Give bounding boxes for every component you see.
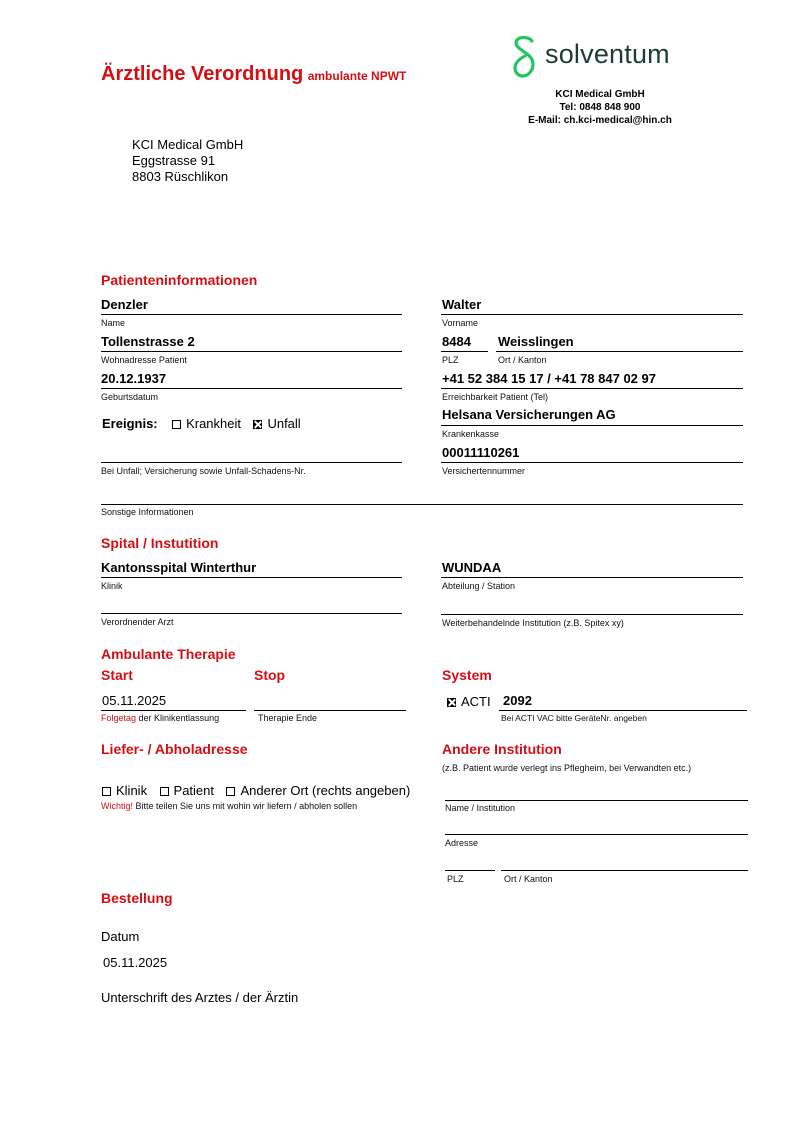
doctor-label: Verordnender Arzt xyxy=(101,617,174,627)
patient-birthdate-label: Geburtsdatum xyxy=(101,392,159,402)
recipient-line-3: 8803 Rüschlikon xyxy=(132,169,229,184)
insurance-field[interactable]: Helsana Versicherungen AG xyxy=(442,407,616,422)
patient-ort-label: Ort / Kanton xyxy=(498,355,547,365)
recipient-line-1: KCI Medical GmbH xyxy=(132,137,244,152)
other-institution-ort-label: Ort / Kanton xyxy=(504,874,553,884)
krankheit-label: Krankheit xyxy=(186,416,241,431)
other-info-label: Sonstige Informationen xyxy=(101,507,194,517)
solventum-logo-icon xyxy=(512,35,538,79)
patient-ort-line xyxy=(496,351,743,352)
therapy-start-heading: Start xyxy=(101,667,133,683)
logo-wordmark: solventum xyxy=(545,39,670,69)
patient-address-line xyxy=(101,351,402,352)
other-location-label: Anderer Ort (rechts angeben) xyxy=(240,783,411,798)
patient-vorname-label: Vorname xyxy=(442,318,479,328)
patient-name-line xyxy=(101,314,402,315)
therapy-stop-heading: Stop xyxy=(254,667,286,683)
department-field[interactable]: WUNDAA xyxy=(442,560,502,575)
patient-vorname-line xyxy=(441,314,743,315)
delivery-note-highlight: Wichtig! xyxy=(101,801,134,811)
patient-phone-field[interactable]: +41 52 384 15 17 / +41 78 847 02 97 xyxy=(442,371,656,386)
patient-phone-line xyxy=(441,388,743,389)
section-patient-heading: Patienteninformationen xyxy=(101,272,258,288)
therapy-start-field[interactable]: 05.11.2025 xyxy=(102,693,167,708)
event-option-krankheit[interactable] xyxy=(172,416,241,431)
patient-vorname-field[interactable]: Walter xyxy=(442,297,482,312)
insured-number-field[interactable]: 00011110261 xyxy=(442,445,520,460)
follow-up-label: Weiterbehandelnde Institution (z.B. Spitex xy) xyxy=(442,618,624,628)
other-institution-name-label: Name / Institution xyxy=(445,803,516,813)
therapy-start-label xyxy=(101,713,219,723)
recipient-line-2: Eggstrasse 91 xyxy=(132,153,216,168)
event-row xyxy=(102,415,309,433)
contact-email: E-Mail: ch.kci-medical@hin.ch xyxy=(528,115,672,126)
section-therapy-heading: Ambulante Therapie xyxy=(101,646,236,662)
patient-address-label: Wohnadresse Patient xyxy=(101,355,187,365)
device-number-field[interactable]: 2092 xyxy=(503,693,532,708)
section-delivery-heading: Liefer- / Abholadresse xyxy=(101,741,248,757)
clinic-line xyxy=(101,577,402,578)
document-title: Ärztliche Verordnung xyxy=(101,63,304,85)
document-title-block xyxy=(101,63,406,86)
system-acti-option[interactable] xyxy=(447,693,491,711)
order-date-label: Datum xyxy=(101,929,140,944)
order-date-field[interactable]: 05.11.2025 xyxy=(103,955,168,970)
section-other-institution-heading: Andere Institution xyxy=(442,741,562,757)
company-contact xyxy=(505,88,695,127)
patient-label: Patient xyxy=(173,783,215,798)
patient-name-field[interactable]: Denzler xyxy=(101,297,148,312)
event-label: Ereignis: xyxy=(102,416,158,431)
other-institution-address-label: Adresse xyxy=(445,838,479,848)
klinik-checkbox[interactable] xyxy=(102,787,111,796)
delivery-option-patient[interactable] xyxy=(160,783,214,798)
other-institution-address-line[interactable] xyxy=(445,834,748,835)
delivery-option-other[interactable] xyxy=(226,783,410,798)
patient-ort-field[interactable]: Weisslingen xyxy=(498,334,574,349)
signature-label: Unterschrift des Arztes / der Ärztin xyxy=(101,990,299,1005)
other-institution-plz-label: PLZ xyxy=(447,874,464,884)
patient-plz-field[interactable]: 8484 xyxy=(442,334,471,349)
unfall-label: Unfall xyxy=(267,416,301,431)
other-institution-plz-line[interactable] xyxy=(445,870,495,871)
patient-birthdate-line xyxy=(101,388,402,389)
patient-address-field[interactable]: Tollenstrasse 2 xyxy=(101,334,195,349)
other-institution-hint: (z.B. Patient wurde verlegt ins Pflegheim, bei Verwandten etc.) xyxy=(442,763,692,773)
therapy-start-line xyxy=(101,710,246,711)
insurance-label: Krankenkasse xyxy=(442,429,500,439)
acti-label: ACTI xyxy=(461,694,491,709)
therapy-stop-label: Therapie Ende xyxy=(258,713,318,723)
patient-name-label: Name xyxy=(101,318,126,328)
doctor-line[interactable] xyxy=(101,613,402,614)
insured-number-label: Versichertennummer xyxy=(442,466,526,476)
section-hospital-heading: Spital / Instutition xyxy=(101,535,219,551)
clinic-label: Klinik xyxy=(101,581,123,591)
unfall-checkbox[interactable] xyxy=(253,420,262,429)
other-institution-ort-line[interactable] xyxy=(501,870,748,871)
patient-plz-label: PLZ xyxy=(442,355,459,365)
section-order-heading: Bestellung xyxy=(101,890,173,906)
patient-checkbox[interactable] xyxy=(160,787,169,796)
accident-insurance-label: Bei Unfall; Versicherung sowie Unfall-Schadens-Nr. xyxy=(101,466,306,476)
delivery-note-text: Bitte teilen Sie uns mit wohin wir liefern / abholen sollen xyxy=(135,801,358,811)
krankheit-checkbox[interactable] xyxy=(172,420,181,429)
department-line xyxy=(441,577,743,578)
patient-plz-line xyxy=(441,351,488,352)
other-institution-name-line[interactable] xyxy=(445,800,748,801)
delivery-options xyxy=(102,782,418,800)
other-info-line[interactable] xyxy=(101,504,743,505)
acti-checkbox[interactable] xyxy=(447,698,456,707)
device-number-line xyxy=(499,710,747,711)
therapy-start-label-highlight: Folgetag xyxy=(101,713,137,723)
therapy-start-label-text: der Klinikentlassung xyxy=(136,713,220,723)
other-location-checkbox[interactable] xyxy=(226,787,235,796)
insured-number-line xyxy=(441,462,743,463)
device-number-label: Bei ACTI VAC bitte GeräteNr. angeben xyxy=(501,713,647,723)
patient-birthdate-field[interactable]: 20.12.1937 xyxy=(101,371,167,386)
klinik-label: Klinik xyxy=(116,783,148,798)
delivery-option-klinik[interactable] xyxy=(102,783,147,798)
delivery-note xyxy=(101,801,357,811)
system-heading: System xyxy=(442,667,492,683)
patient-phone-label: Erreichbarkeit Patient (Tel) xyxy=(442,392,549,402)
document-subtitle: ambulante NPWT xyxy=(307,69,407,83)
therapy-stop-line[interactable] xyxy=(254,710,406,711)
recipient-address xyxy=(132,137,243,185)
contact-phone: Tel: 0848 848 900 xyxy=(559,102,641,113)
department-label: Abteilung / Station xyxy=(442,581,516,591)
insurance-line xyxy=(441,425,743,426)
clinic-field[interactable]: Kantonsspital Winterthur xyxy=(101,560,257,575)
follow-up-line[interactable] xyxy=(441,614,743,615)
event-option-unfall[interactable] xyxy=(253,416,300,431)
contact-company: KCI Medical GmbH xyxy=(555,89,645,100)
accident-insurance-line[interactable] xyxy=(101,462,402,463)
